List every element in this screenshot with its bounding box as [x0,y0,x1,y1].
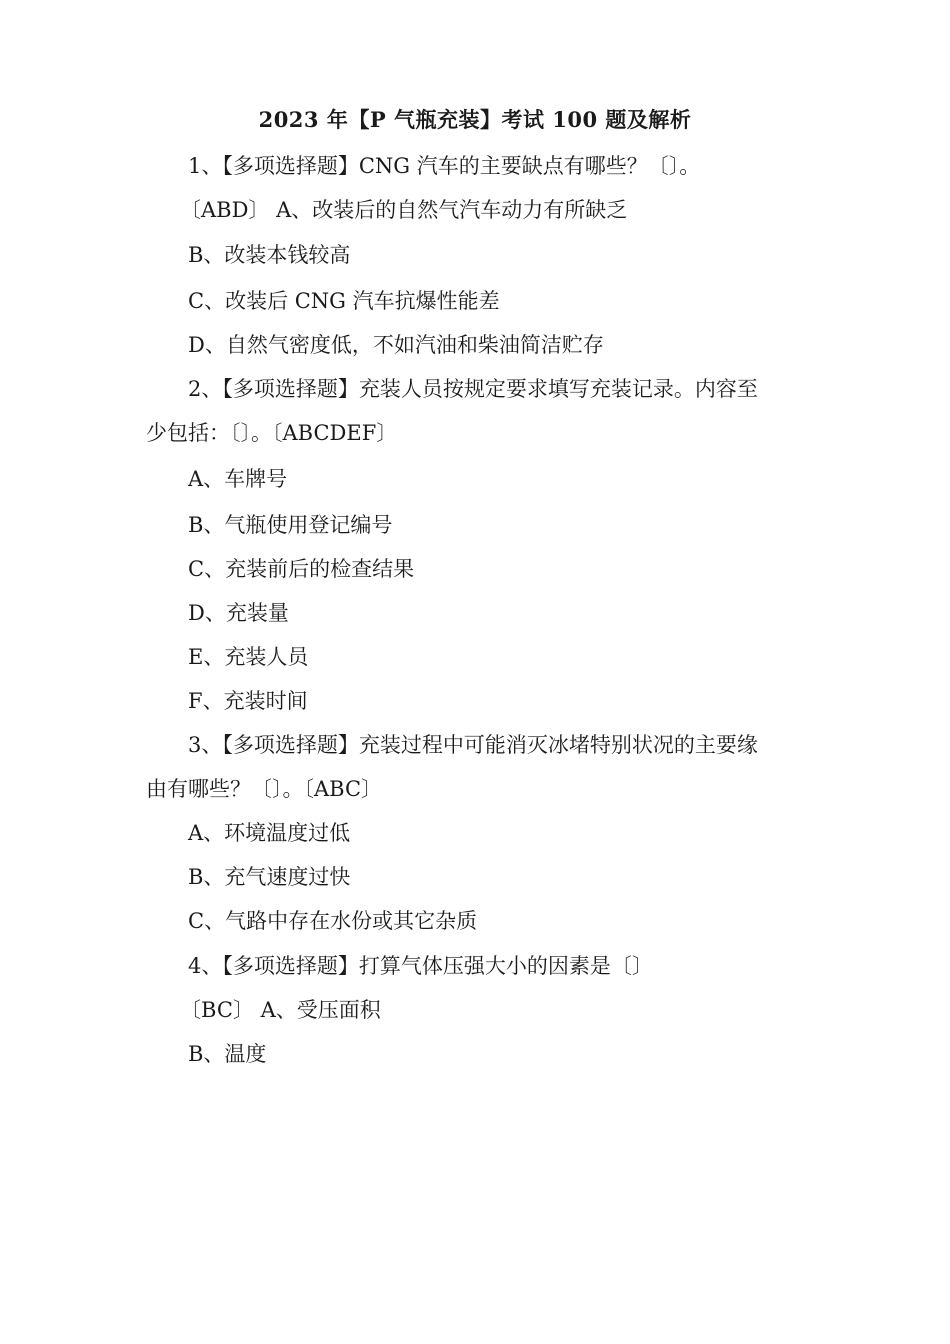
question-2-stem: 2、【多项选择题】充装人员按规定要求填写充装记录。内容至 [188,377,758,401]
question-2-option-c: C、充装前后的检查结果 [188,557,415,581]
question-3-option-c: C、气路中存在水份或其它杂质 [188,909,478,933]
question-3-option-b: B、充气速度过快 [188,865,351,889]
question-4-answer-option-a: 〔BC〕 A、受压面积 [180,998,381,1022]
question-2-option-a: A、车牌号 [188,467,288,491]
question-1-option-b: B、改装本钱较高 [188,243,351,267]
question-4-stem: 4、【多项选择题】打算气体压强大小的因素是〔〕 [188,954,653,978]
question-3-option-a: A、环境温度过低 [188,821,351,845]
question-3-stem: 3、【多项选择题】充装过程中可能消灭冰堵特别状况的主要缘 [188,733,758,757]
question-2-option-d: D、充装量 [188,601,289,625]
question-1-answer-option-a: 〔ABD〕 A、改装后的自然气汽车动力有所缺乏 [180,198,628,222]
question-3-stem-continued: 由有哪些？〔〕。〔ABC〕 [146,777,383,801]
question-2-option-f: F、充装时间 [188,689,308,713]
question-2-option-e: E、充装人员 [188,645,309,669]
page-title: 2023 年【P 气瓶充装】考试 100 题及解析 [258,107,692,132]
question-2-option-b: B、气瓶使用登记编号 [188,513,393,537]
question-1-option-c: C、改装后 CNG 汽车抗爆性能差 [188,289,500,313]
question-2-stem-continued: 少包括：〔〕。〔ABCDEF〕 [146,421,398,445]
question-1-option-d: D、自然气密度低，不如汽油和柴油简洁贮存 [188,333,604,357]
question-1-stem: 1、【多项选择题】CNG 汽车的主要缺点有哪些？〔〕。 [188,154,701,178]
question-4-option-b: B、温度 [188,1042,267,1066]
